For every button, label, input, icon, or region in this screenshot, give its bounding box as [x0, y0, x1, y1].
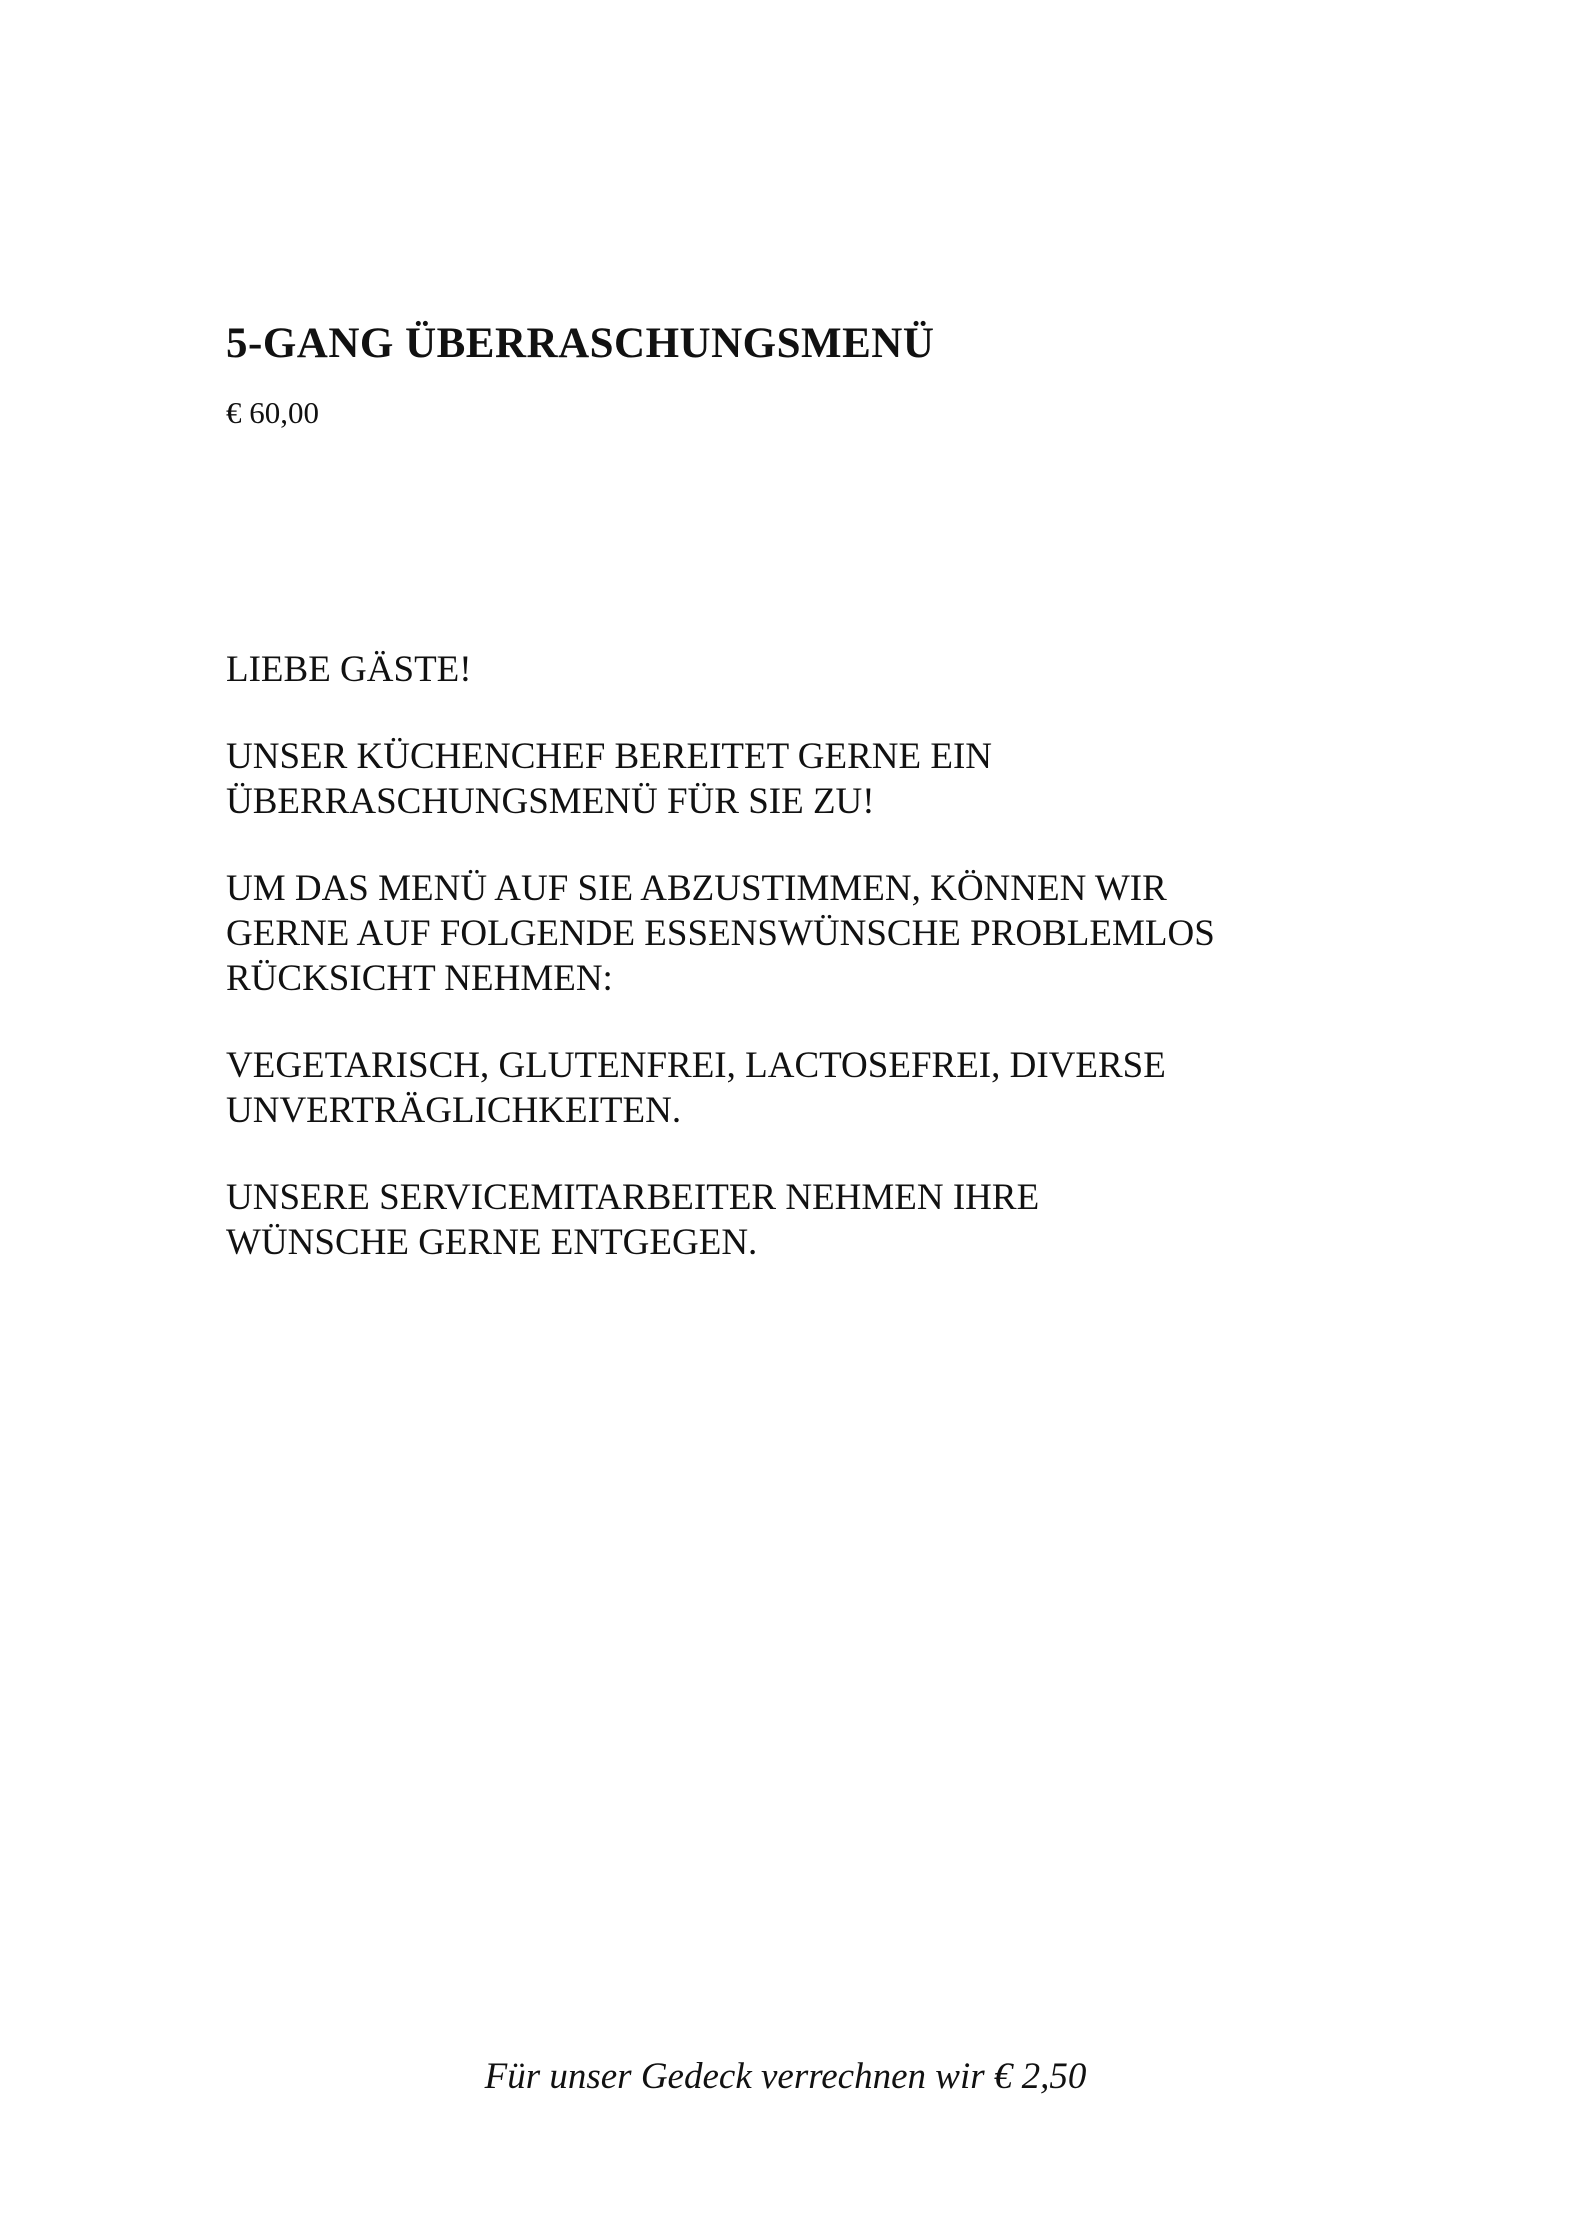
message-paragraph: UNSERE SERVICEMITARBEITER NEHMEN IHRE WÜNSCHE GERNE ENTGEGEN.: [226, 1177, 1040, 1263]
menu-title: 5-GANG ÜBERRASCHUNGSMENÜ: [226, 320, 935, 367]
message-paragraph: VEGETARISCH, GLUTENFREI, LACTOSEFREI, DIVERSE UNVERTRÄGLICHKEITEN.: [226, 1045, 1166, 1131]
greeting: LIEBE GÄSTE!: [226, 649, 472, 690]
guest-message: [226, 647, 1376, 1307]
menu-price: € 60,00: [226, 395, 319, 430]
cover-charge-note: Für unser Gedeck verrechnen wir € 2,50: [484, 2056, 1087, 2097]
message-paragraph: UNSER KÜCHENCHEF BEREITET GERNE EIN ÜBERRASCHUNGSMENÜ FÜR SIE ZU!: [226, 736, 993, 822]
message-paragraph: UM DAS MENÜ AUF SIE ABZUSTIMMEN, KÖNNEN WIR GERNE AUF FOLGENDE ESSENSWÜNSCHE PROBLEMLOS RÜCKSICHT NEHMEN:: [226, 868, 1215, 999]
